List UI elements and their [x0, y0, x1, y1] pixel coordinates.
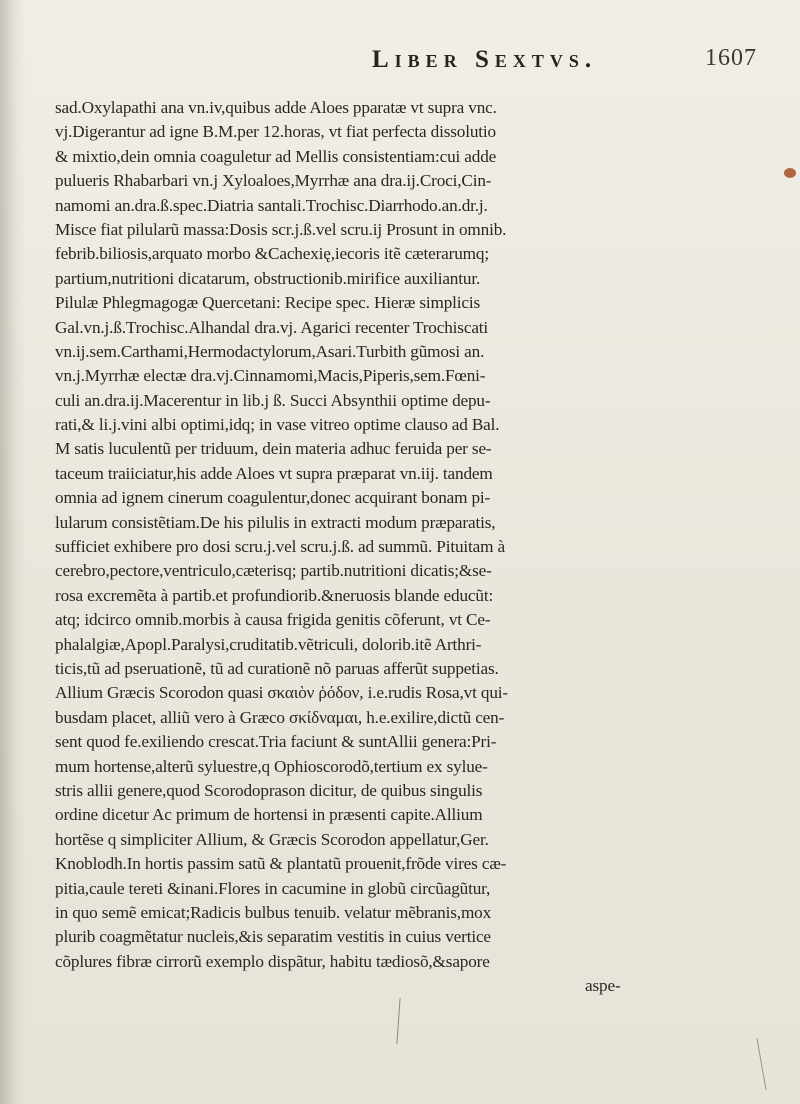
- text-line: sufficiet exhibere pro dosi scru.j.vel scru.j.ß. ad summũ. Pituitam à: [55, 537, 505, 557]
- text-line: Misce fiat pilularũ massa:Dosis scr.j.ß.vel scru.ij Prosunt in omnib.: [55, 219, 507, 239]
- text-line: vn.ij.sem.Carthami,Hermodactylorum,Asari.Turbith gũmosi an.: [55, 341, 485, 361]
- text-line: vj.Digerantur ad igne B.M.per 12.horas, vt fiat perfecta dissolutio: [55, 122, 497, 142]
- text-line: vn.j.Myrrhæ electæ dra.vj.Cinnamomi,Macis,Piperis,sem.Fœni-: [55, 366, 486, 386]
- text-line: sent quod fe.exiliendo crescat.Tria faciunt & suntAllii genera:Pri-: [55, 732, 497, 752]
- text-line: culi an.dra.ij.Macerentur in lib.j ß. Succi Absynthii optime depu-: [55, 390, 491, 410]
- text-line: Pilulæ Phlegmagogæ Quercetani: Recipe spec. Hieræ simplicis: [55, 293, 481, 313]
- text-line: pulueris Rhabarbari vn.j Xyloaloes,Myrrhæ ana dra.ij.Croci,Cin-: [55, 171, 492, 191]
- text-line: febrib.biliosis,arquato morbo &Cachexię,iecoris itẽ cæterarumq;: [55, 244, 489, 264]
- catchword: aspe-: [585, 976, 621, 996]
- text-line: partium,nutritioni dicatarum, obstructionib.mirifice auxiliantur.: [55, 268, 481, 288]
- text-line: Knoblodh.In hortis passim satũ & plantatũ prouenit,frõde vires cæ-: [55, 854, 507, 874]
- text-line: taceum traiiciatur,his adde Aloes vt supra præparat vn.iij. tandem: [55, 463, 493, 483]
- text-line: pitia,caule tereti &inani.Flores in cacumine in globũ circũagũtur,: [55, 878, 491, 898]
- text-line: Gal.vn.j.ß.Trochisc.Alhandal dra.vj. Agarici recenter Trochiscati: [55, 317, 489, 337]
- text-line: Allium Græcis Scorodon quasi σκαιὸν ῥόδον, i.e.rudis Rosa,vt qui-: [55, 683, 508, 703]
- page-header: [0, 40, 800, 80]
- text-line: hortẽse q simpliciter Allium, & Græcis Scorodon appellatur,Ger.: [55, 829, 489, 849]
- gutter-shadow: [0, 0, 26, 1104]
- text-line: sad.Oxylapathi ana vn.iv,quibus adde Aloes pparatæ vt supra vnc.: [55, 98, 497, 117]
- paper-stain: [784, 168, 796, 178]
- text-line: cerebro,pectore,ventriculo,cæterisq; partib.nutritioni dicatis;&se-: [55, 561, 492, 581]
- text-line: ticis,tũ ad pseruationẽ, tũ ad curationẽ nõ paruas afferũt suppetias.: [55, 658, 499, 678]
- text-line: cõplures fibræ cirrorũ exemplo dispãtur, habitu tædiosõ,&sapore: [55, 951, 490, 971]
- ink-scratch: [396, 998, 400, 1044]
- text-line: & mixtio,dein omnia coaguletur ad Mellis consistentiam:cui adde: [55, 146, 497, 166]
- running-head: Liber Sextvs.: [372, 46, 598, 73]
- text-line: atq; idcirco omnib.morbis à causa frigida genitis cõferunt, vt Ce-: [55, 610, 491, 630]
- text-line: omnia ad ignem cinerum coagulentur,donec acquirant bonam pi-: [55, 488, 491, 508]
- text-line: rati,& li.j.vini albi optimi,idq; in vase vitreo optime clauso ad Bal.: [55, 415, 500, 435]
- body-text: [55, 96, 755, 998]
- text-line: plurib coagmẽtatur nucleis,&is separatim vestitis in cuius vertice: [55, 927, 491, 947]
- text-line: M satis luculentũ per triduum, dein materia adhuc feruida per se-: [55, 439, 492, 459]
- page-number: 1607: [705, 45, 757, 71]
- text-line: busdam placet, alliũ vero à Græco σκίδναμαι, h.e.exilire,dictũ cen-: [55, 707, 505, 727]
- corner-scratch: [756, 1038, 766, 1089]
- text-line: in quo semẽ emicat;Radicis bulbus tenuib. velatur mẽbranis,mox: [55, 902, 492, 922]
- text-line: lularum consistẽtiam.De his pilulis in extracti modum præparatis,: [55, 512, 496, 532]
- text-line: namomi an.dra.ß.spec.Diatria santali.Trochisc.Diarrhodo.an.dr.j.: [55, 195, 488, 215]
- text-line: phalalgiæ,Apopl.Paralysi,cruditatib.vẽtriculi, dolorib.itẽ Arthri-: [55, 634, 482, 654]
- text-line: rosa excremẽta à partib.et profundiorib.&neruosis blande educũt:: [55, 585, 494, 605]
- text-line: mum hortense,alterũ syluestre,q Ophioscorodõ,tertium ex sylue-: [55, 756, 488, 776]
- text-line: ordine dicetur Ac primum de hortensi in præsenti capite.Allium: [55, 805, 483, 825]
- text-line: stris allii genere,quod Scorodoprason dicitur, de quibus singulis: [55, 780, 483, 800]
